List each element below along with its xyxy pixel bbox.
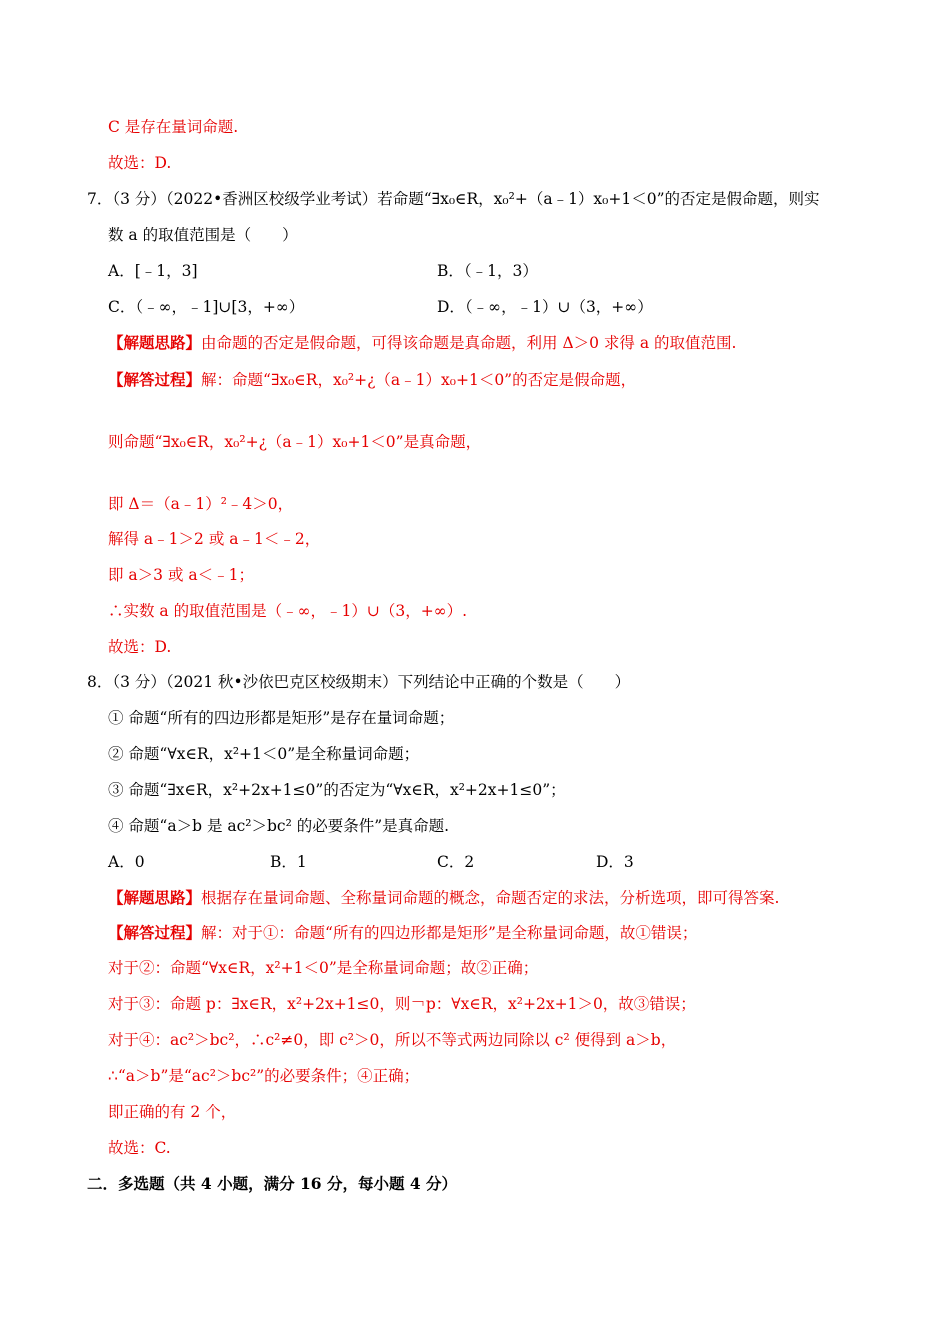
prev-answer: 故选：D. [108,154,172,172]
q8-item-3: ③ 命题“∃x∈R，x²+2x+1≤0”的否定为“∀x∈R，x²+2x+1≤0”； [108,781,566,799]
q8-option-c: C．2 [437,853,475,871]
q7-process-line3: 即 Δ＝（a﹣1）²﹣4＞0， [108,495,294,513]
q8-stem: 8．（3 分）（2021 秋•沙依巴克区校级期末）下列结论中正确的个数是（ ） [87,673,631,691]
q7-idea-text: 由命题的否定是假命题，可得该命题是真命题，利用 Δ＞0 求得 a 的取值范围. [201,334,737,352]
q7-process-tag: 【解答过程】 [108,370,202,389]
q8-idea [108,888,779,908]
q8-item-4: ④ 命题“a＞b 是 ac²＞bc² 的必要条件”是真命题. [108,817,450,835]
q8-option-d: D．3 [596,853,634,871]
q8-process [108,923,697,943]
prev-solution-line: C 是存在量词命题. [108,118,239,136]
q7-answer: 故选：D. [108,638,172,656]
q7-option-a: A．[﹣1，3] [108,262,198,280]
q8-process-line1: 解：对于①：命题“所有的四边形都是矩形”是全称量词命题，故①错误； [201,924,698,942]
q7-stem-line2: 数 a 的取值范围是（ ） [108,226,298,244]
q8-option-b: B．1 [270,853,307,871]
q8-option-a: A．0 [108,853,145,871]
q7-process-line1: 解：命题“∃x₀∈R，x₀²+¿（a﹣1）x₀+1＜0”的否定是假命题， [201,371,637,389]
q8-item-1: ① 命题“所有的四边形都是矩形”是存在量词命题； [108,709,455,727]
q7-idea [108,333,736,353]
q8-process-tag: 【解答过程】 [108,923,202,942]
q8-process-line6: 即正确的有 2 个， [108,1103,237,1121]
q7-stem-line1: 7．（3 分）（2022•香洲区校级学业考试）若命题“∃x₀∈R，x₀²+（a﹣1）x₀+1＜0”的否定是假命题，则实 [87,190,820,208]
q7-process-line4: 解得 a﹣1＞2 或 a﹣1＜﹣2， [108,530,321,548]
q7-process-line5: 即 a＞3 或 a＜﹣1； [108,566,254,584]
q8-process-line5: ∴“a＞b”是“ac²＞bc²”的必要条件；④正确； [108,1067,420,1085]
q7-option-d: D．（﹣∞，﹣1）∪（3，+∞） [437,298,653,316]
section-heading: 二．多选题（共 4 小题，满分 16 分，每小题 4 分） [87,1174,458,1193]
q7-option-b: B．（﹣1，3） [437,262,538,280]
q7-option-c: C．（﹣∞，﹣1]∪[3，+∞） [108,298,305,316]
q8-item-2: ② 命题“∀x∈R，x²+1＜0”是全称量词命题； [108,745,420,763]
q8-answer: 故选：C. [108,1139,171,1157]
q8-idea-tag: 【解题思路】 [108,888,202,907]
q7-process-line6: ∴实数 a 的取值范围是（﹣∞，﹣1）∪（3，+∞）. [108,602,468,620]
q8-process-line4: 对于④：ac²＞bc²，∴c²≠0，即 c²＞0，所以不等式两边同除以 c² 便得到 a＞b， [108,1031,677,1049]
q8-idea-text: 根据存在量词命题、全称量词命题的概念，命题否定的求法，分析选项，即可得答案. [201,889,780,907]
q8-process-line2: 对于②：命题“∀x∈R，x²+1＜0”是全称量词命题；故②正确； [108,959,539,977]
q7-process-line2: 则命题“∃x₀∈R，x₀²+¿（a﹣1）x₀+1＜0”是真命题， [108,433,482,451]
q7-idea-tag: 【解题思路】 [108,333,202,352]
q7-process [108,370,636,390]
q8-process-line3: 对于③：命题 p：∃x∈R，x²+2x+1≤0，则￢p：∀x∈R，x²+2x+1＞0，故③错误； [108,995,696,1013]
